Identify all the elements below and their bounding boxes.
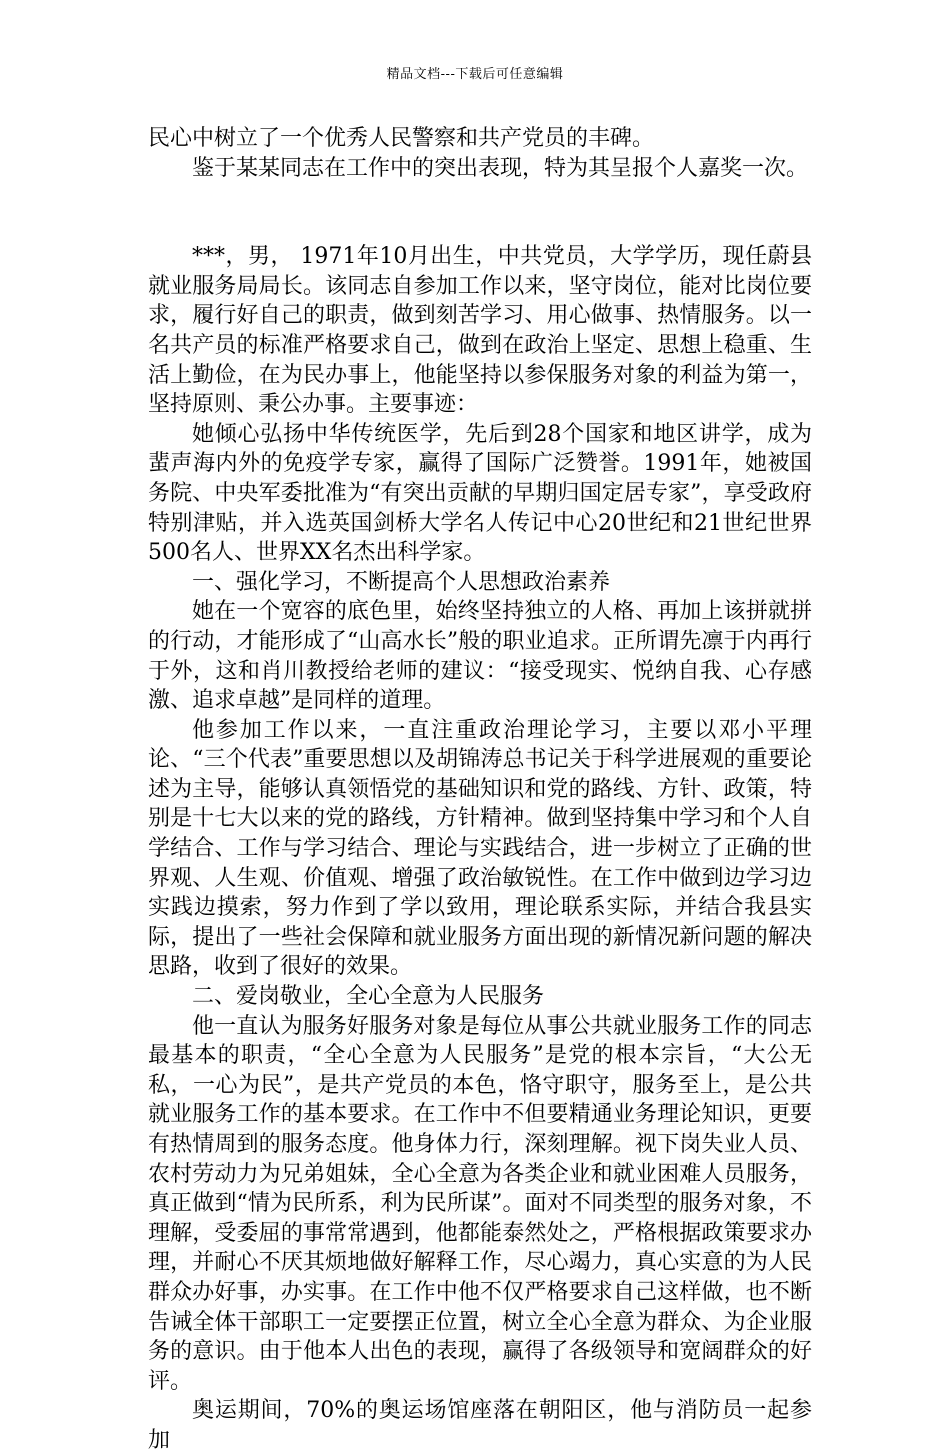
section-heading-2: 二、爱岗敬业，全心全意为人民服务 [192,984,545,1010]
paragraph-2: 鉴于某某同志在工作中的突出表现，特为其呈报个人嘉奖一次。 [192,155,809,181]
section-heading-1: 一、强化学习，不断提高个人思想政治素养 [192,569,611,595]
paragraph-5: 她在一个宽容的底色里，始终坚持独立的人格、再加上该拼就拼的行动，才能形成了“山高水长”般的职业追求。正所谓先凛于内再行于外，这和肖川教授给老师的建议：“接受现实、悦纳自我、心存感激、追求卓越”是同样的道理。 [148,599,812,714]
paragraph-1: 民心中树立了一个优秀人民警察和共产党员的丰碑。 [148,126,655,151]
paragraph-3: ***，男， 1971年10月出生，中共党员，大学学历，现任蔚县就业服务局局长。该同志自参加工作以来，坚守岗位，能对比岗位要求，履行好自己的职责，做到刻苦学习、用心做事、热情服务。以一名共产员的标准严格要求自己，做到在政治上坚定、思想上稳重、生活上勤俭，在为民办事上，他能坚持以参保服务对象的利益为第一，坚持原则、秉公办事。主要事迹： [148,244,812,418]
paragraph-gap [148,183,812,242]
paragraph-4: 她倾心弘扬中华传统医学，先后到28个国家和地区讲学，成为蜚声海内外的免疫学专家，赢得了国际广泛赞誉。1991年，她被国务院、中央军委批准为“有突出贡献的早期归国定居专家”，享受政府特别津贴，并入选英国剑桥大学名人传记中心20世纪和21世纪世界500名人、世界XX名杰出科学家。 [148,421,812,566]
document-body [148,124,812,1456]
paragraph-7: 他一直认为服务好服务对象是每位从事公共就业服务工作的同志最基本的职责，“全心全意为人民服务”是党的根本宗旨，“大公无私，一心为民”，是共产党员的本色，恪守职守，服务至上，是公共就业服务工作的基本要求。在工作中不但要精通业务理论知识，更要有热情周到的服务态度。他身体力行，深刻理解。视下岗失业人员、农村劳动力为兄弟姐妹，全心全意为各类企业和就业困难人员服务，真正做到“情为民所系，利为民所谋”。面对不同类型的服务对象，不理解，受委屈的事常常遇到，他都能泰然处之，严格根据政策要求办理，并耐心不厌其烦地做好解释工作，尽心竭力，真心实意的为人民群众办好事，办实事。在工作中他不仅严格要求自己这样做，也不断告诫全体干部职工一定要摆正位置，树立全心全意为群众、为企业服务的意识。由于他本人出色的表现，赢得了各级领导和宽阔群众的好评。 [148,1013,812,1394]
paragraph-6: 他参加工作以来，一直注重政治理论学习，主要以邓小平理论、“三个代表”重要思想以及胡锦涛总书记关于科学进展观的重要论述为主导，能够认真领悟党的基础知识和党的路线、方针、政策，特别是十七大以来的党的路线，方针精神。做到坚持集中学习和个人自学结合、工作与学习结合、理论与实践结合，进一步树立了正确的世界观、人生观、价值观、增强了政治敏锐性。在工作中做到边学习边实践边摸索，努力作到了学以致用，理论联系实际，并结合我县实际，提出了一些社会保障和就业服务方面出现的新情况新问题的解决思路，收到了很好的效果。 [148,717,812,980]
page-header: 精品文档---下载后可任意编辑 [386,67,564,82]
paragraph-8: 奥运期间，70%的奥运场馆座落在朝阳区，他与消防员一起参加 [148,1398,812,1453]
